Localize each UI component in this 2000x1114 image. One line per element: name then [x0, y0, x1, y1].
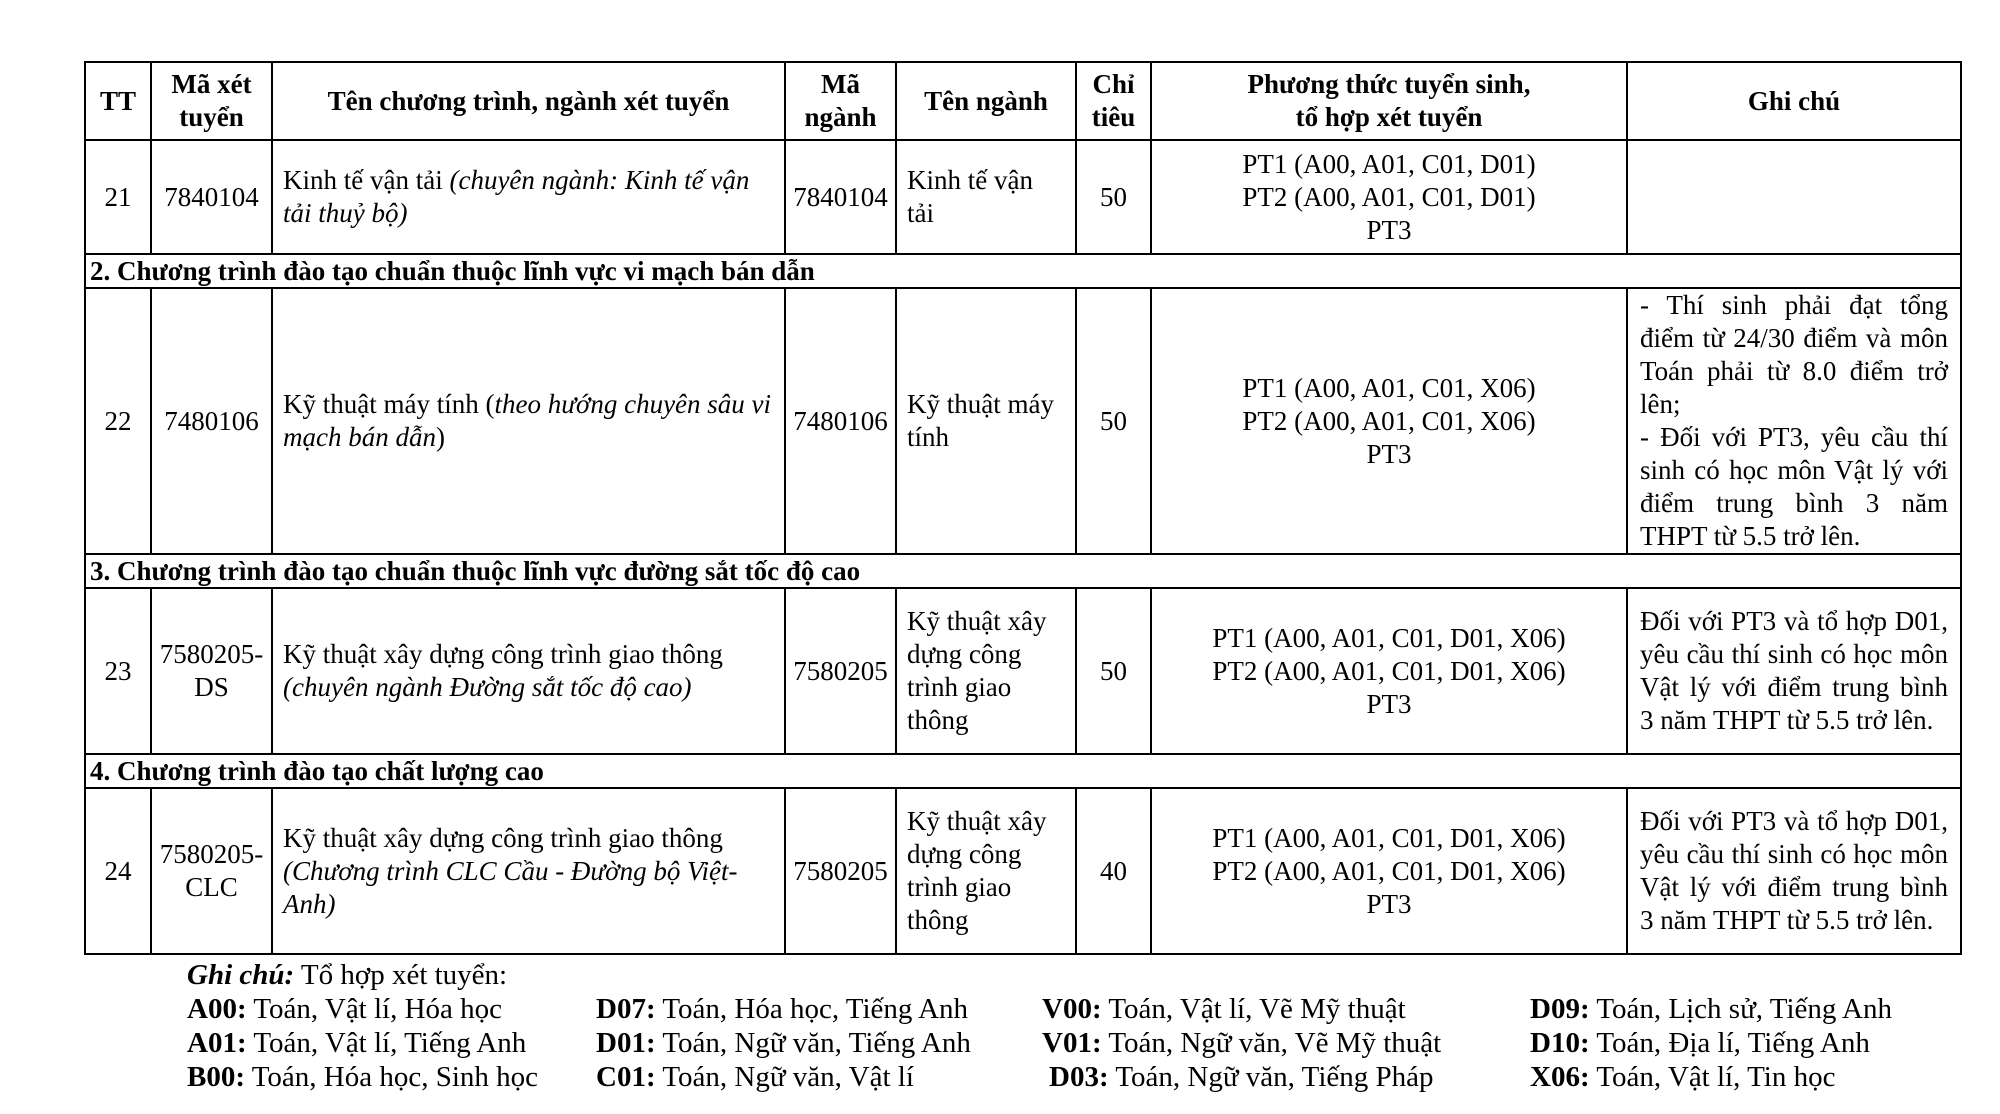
header-tt: TT — [85, 62, 151, 140]
program-name: Kinh tế vận tải — [283, 165, 450, 195]
cell-ma-xet-tuyen — [151, 788, 272, 954]
combo-subjects: Toán, Hóa học, Sinh học — [245, 1061, 539, 1093]
combo-code: V00: — [1042, 993, 1102, 1025]
section-heading-4: 4. Chương trình đào tạo chất lượng cao — [85, 754, 1961, 788]
cell-phuong-thuc — [1151, 140, 1627, 254]
header-phuong-thuc-line2: tổ hợp xét tuyển — [1295, 102, 1483, 132]
admission-table-container — [84, 61, 1960, 955]
notes-title-line — [187, 958, 1887, 992]
cell-tt: 23 — [85, 588, 151, 754]
header-ten-nganh: Tên ngành — [896, 62, 1076, 140]
method-pt3: PT3 — [1366, 888, 1412, 919]
method-pt2: PT2 (A00, A01, C01, D01, X06) — [1212, 655, 1566, 686]
code-part-2: DS — [194, 672, 229, 702]
cell-ma-xet-tuyen: 7480106 — [151, 288, 272, 554]
combo-item — [1530, 1060, 1835, 1094]
cell-phuong-thuc — [1151, 588, 1627, 754]
cell-ghi-chu: Đối với PT3 và tổ hợp D01, yêu cầu thí sinh có học môn Vật lý với điểm trung bình 3 năm THPT từ 5.5 trở lên. — [1627, 788, 1961, 954]
header-ma-xet-tuyen: Mã xét tuyển — [151, 62, 272, 140]
cell-ten-chuong-trinh — [272, 788, 785, 954]
notes-label: Ghi chú: — [187, 959, 295, 991]
cell-chi-tieu: 40 — [1076, 788, 1151, 954]
combo-item — [187, 1060, 538, 1094]
code-part-1: 7580205- — [159, 639, 264, 669]
cell-chi-tieu: 50 — [1076, 288, 1151, 554]
header-phuong-thuc-line1: Phương thức tuyển sinh, — [1247, 69, 1531, 99]
combo-code: X06: — [1530, 1061, 1590, 1093]
method-pt1: PT1 (A00, A01, C01, D01, X06) — [1212, 822, 1566, 853]
combo-item — [187, 992, 502, 1026]
cell-ma-nganh: 7580205 — [785, 788, 896, 954]
combo-code: V01: — [1042, 1027, 1102, 1059]
cell-chi-tieu: 50 — [1076, 588, 1151, 754]
cell-ma-xet-tuyen — [151, 588, 272, 754]
program-name: Kỹ thuật xây dựng công trình giao thông — [283, 639, 723, 669]
combo-subjects: Toán, Hóa học, Tiếng Anh — [655, 993, 969, 1025]
combo-item — [1042, 992, 1406, 1026]
header-phuong-thuc — [1151, 62, 1627, 140]
combination-grid — [187, 992, 1892, 1094]
table-row — [85, 288, 1961, 554]
cell-ten-chuong-trinh — [272, 288, 785, 554]
method-pt3: PT3 — [1366, 214, 1412, 245]
method-pt1: PT1 (A00, A01, C01, X06) — [1242, 372, 1536, 403]
method-pt1: PT1 (A00, A01, C01, D01, X06) — [1212, 622, 1566, 653]
combo-subjects: Toán, Vật lí, Hóa học — [246, 993, 503, 1025]
cell-tt: 24 — [85, 788, 151, 954]
program-name: Kỹ thuật máy tính ( — [283, 389, 495, 419]
section-row — [85, 554, 1961, 588]
cell-phuong-thuc — [1151, 288, 1627, 554]
cell-ten-nganh: Kỹ thuật máy tính — [896, 288, 1076, 554]
header-row — [85, 62, 1961, 140]
combo-subjects: Toán, Ngữ văn, Vẽ Mỹ thuật — [1101, 1027, 1442, 1059]
cell-ten-nganh: Kỹ thuật xây dựng công trình giao thông — [896, 788, 1076, 954]
combination-notes — [187, 958, 1892, 1094]
header-ma-nganh: Mã ngành — [785, 62, 896, 140]
combo-subjects: Toán, Vật lí, Vẽ Mỹ thuật — [1101, 993, 1406, 1025]
code-part-1: 7580205- — [159, 839, 264, 869]
combo-code: D09: — [1530, 993, 1590, 1025]
combo-subjects: Toán, Vật lí, Tin học — [1589, 1061, 1836, 1093]
method-pt3: PT3 — [1366, 438, 1412, 469]
code-part-2: CLC — [185, 872, 238, 902]
combo-item — [1530, 992, 1892, 1026]
combo-code: C01: — [596, 1061, 656, 1093]
combo-code: A00: — [187, 993, 247, 1025]
combo-subjects: Toán, Ngữ văn, Tiếng Anh — [655, 1027, 971, 1059]
combo-code: A01: — [187, 1027, 247, 1059]
cell-ma-nganh: 7480106 — [785, 288, 896, 554]
combo-item — [596, 992, 968, 1026]
combo-subjects: Toán, Ngữ văn, Vật lí — [655, 1061, 914, 1093]
admission-table — [84, 61, 1962, 955]
combo-code: D07: — [596, 993, 656, 1025]
method-pt2: PT2 (A00, A01, C01, X06) — [1242, 405, 1536, 436]
combo-subjects: Toán, Ngữ văn, Tiếng Pháp — [1108, 1061, 1434, 1093]
header-ghi-chu: Ghi chú — [1627, 62, 1961, 140]
header-ten-chuong-trinh: Tên chương trình, ngành xét tuyển — [272, 62, 785, 140]
method-pt2: PT2 (A00, A01, C01, D01, X06) — [1212, 855, 1566, 886]
method-pt3: PT3 — [1366, 688, 1412, 719]
section-heading-3: 3. Chương trình đào tạo chuẩn thuộc lĩnh vực đường sắt tốc độ cao — [85, 554, 1961, 588]
cell-ma-xet-tuyen: 7840104 — [151, 140, 272, 254]
cell-tt: 22 — [85, 288, 151, 554]
cell-phuong-thuc — [1151, 788, 1627, 954]
combo-subjects: Toán, Lịch sử, Tiếng Anh — [1589, 993, 1892, 1025]
header-chi-tieu: Chỉ tiêu — [1076, 62, 1151, 140]
cell-tt: 21 — [85, 140, 151, 254]
method-pt1: PT1 (A00, A01, C01, D01) — [1242, 148, 1536, 179]
combo-item — [1049, 1060, 1434, 1094]
program-specialization: (Chương trình CLC Cầu - Đường bộ Việt-Anh) — [283, 855, 738, 919]
program-name-end: ) — [435, 422, 445, 452]
section-row — [85, 754, 1961, 788]
combo-item — [596, 1060, 914, 1094]
table-row — [85, 140, 1961, 254]
cell-ghi-chu — [1627, 140, 1961, 254]
table-row — [85, 788, 1961, 954]
program-specialization: theo hướng chuyên sâu vi mạch bán dẫn — [283, 389, 772, 452]
cell-chi-tieu: 50 — [1076, 140, 1151, 254]
combo-code: D01: — [596, 1027, 656, 1059]
cell-ten-chuong-trinh — [272, 140, 785, 254]
combo-item — [596, 1026, 971, 1060]
cell-ten-chuong-trinh — [272, 588, 785, 754]
combo-item — [1042, 1026, 1441, 1060]
table-row — [85, 588, 1961, 754]
program-specialization: (chuyên ngành Đường sắt tốc độ cao) — [283, 672, 692, 702]
program-specialization: (chuyên ngành: Kinh tế vận tải thuỷ bộ) — [283, 165, 750, 228]
combo-item — [1530, 1026, 1870, 1060]
cell-ghi-chu — [1627, 288, 1961, 554]
program-name: Kỹ thuật xây dựng công trình giao thông — [283, 822, 723, 853]
note-line-2: - Đối với PT3, yêu cầu thí sinh có học môn Vật lý với điểm trung bình 3 năm THPT từ 5.5 trở lên. — [1640, 422, 1948, 551]
combo-subjects: Toán, Vật lí, Tiếng Anh — [246, 1027, 527, 1059]
cell-ghi-chu: Đối với PT3 và tổ hợp D01, yêu cầu thí sinh có học môn Vật lý với điểm trung bình 3 năm THPT từ 5.5 trở lên. — [1627, 588, 1961, 754]
cell-ten-nganh: Kinh tế vận tải — [896, 140, 1076, 254]
cell-ma-nganh: 7580205 — [785, 588, 896, 754]
method-pt2: PT2 (A00, A01, C01, D01) — [1242, 181, 1536, 212]
section-heading-2: 2. Chương trình đào tạo chuẩn thuộc lĩnh vực vi mạch bán dẫn — [85, 254, 1961, 288]
combo-code: D03: — [1049, 1061, 1109, 1093]
section-row — [85, 254, 1961, 288]
combo-item — [187, 1026, 526, 1060]
combo-code: B00: — [187, 1061, 245, 1093]
note-line-1: - Thí sinh phải đạt tổng điểm từ 24/30 điểm và môn Toán phải từ 8.0 điểm trở lên; — [1640, 290, 1948, 419]
notes-title: Tổ hợp xét tuyển: — [294, 959, 508, 991]
combo-code: D10: — [1530, 1027, 1590, 1059]
cell-ma-nganh: 7840104 — [785, 140, 896, 254]
cell-ten-nganh: Kỹ thuật xây dựng công trình giao thông — [896, 588, 1076, 754]
combo-subjects: Toán, Địa lí, Tiếng Anh — [1589, 1027, 1870, 1059]
